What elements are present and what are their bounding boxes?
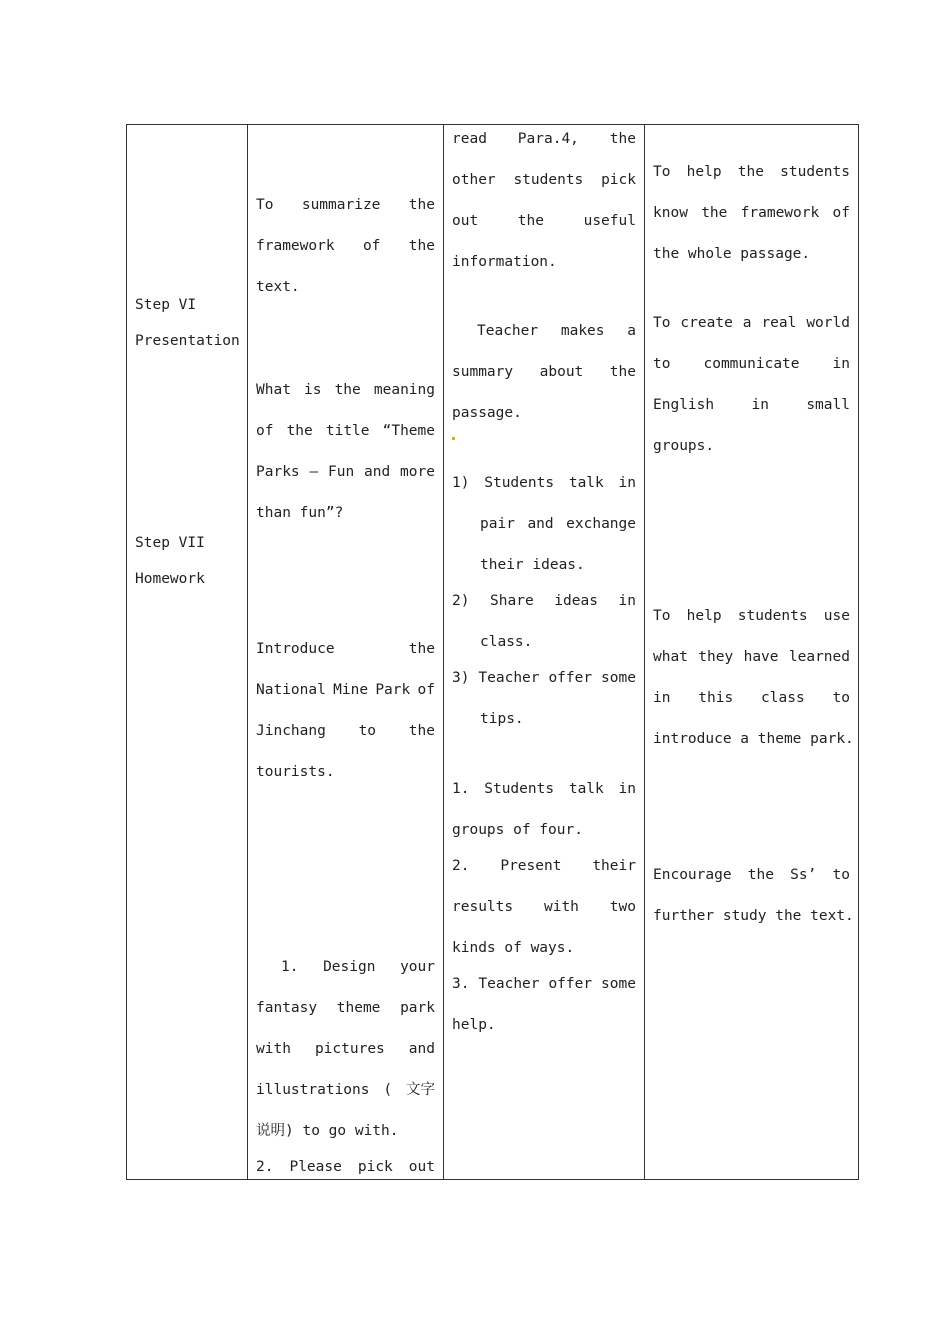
- word: Introduce: [256, 641, 335, 657]
- word: pick: [601, 172, 636, 188]
- word: “Theme: [382, 423, 435, 439]
- word: the: [747, 867, 774, 883]
- word: create: [680, 315, 733, 331]
- purpose-line: [653, 396, 850, 414]
- word: a: [742, 315, 752, 331]
- word: the: [609, 364, 636, 380]
- tips-line: tips.: [480, 711, 524, 727]
- word: Please: [289, 1159, 342, 1175]
- lesson-plan-table: [126, 124, 859, 1180]
- word: to: [832, 867, 850, 883]
- purpose-line: [653, 204, 850, 222]
- purpose-line: groups.: [653, 438, 715, 454]
- word: –: [309, 464, 319, 480]
- read-line: [452, 171, 636, 189]
- word: Parks: [256, 464, 300, 480]
- pair-talk-line: their ideas.: [480, 557, 585, 573]
- word: your: [400, 959, 435, 975]
- word: and: [527, 516, 554, 532]
- read-line: [452, 130, 636, 148]
- word: to: [653, 356, 671, 372]
- step6-name: Presentation: [135, 333, 240, 349]
- group-line: [452, 857, 636, 875]
- word: in: [832, 356, 850, 372]
- share-line: [452, 592, 636, 610]
- word: two: [609, 899, 636, 915]
- word: the: [334, 382, 361, 398]
- homework-line: 说明) to go with.: [256, 1123, 399, 1139]
- word: of: [417, 682, 435, 698]
- purpose-line: [653, 689, 850, 707]
- word: To: [653, 315, 671, 331]
- word: about: [539, 364, 584, 380]
- word: Encourage: [653, 867, 732, 883]
- purpose-line: [653, 607, 850, 625]
- word: framework: [256, 238, 335, 254]
- introduce-line: [256, 722, 435, 740]
- word: Para.4,: [517, 131, 579, 147]
- word: To: [256, 197, 274, 213]
- purpose-line: [653, 648, 850, 666]
- word: Ss’: [790, 867, 817, 883]
- word: National: [256, 682, 326, 698]
- word: illustrations: [256, 1082, 370, 1098]
- word: meaning: [373, 382, 435, 398]
- step7-title: Step VII: [135, 535, 205, 551]
- word: with: [256, 1041, 291, 1057]
- group-line: help.: [452, 1017, 496, 1033]
- pair-talk-line: [480, 515, 636, 533]
- word: Share: [490, 593, 534, 609]
- word: pair: [480, 516, 515, 532]
- summarize-line: text.: [256, 279, 300, 295]
- purpose-line: [653, 314, 850, 332]
- word: the: [408, 238, 435, 254]
- word: in: [653, 690, 671, 706]
- word: 3.: [452, 976, 470, 992]
- word: 文字: [405, 1082, 435, 1098]
- group-line: groups of four.: [452, 822, 583, 838]
- read-line: information.: [452, 254, 557, 270]
- meaning-question-line: [256, 381, 435, 399]
- word: students: [513, 172, 584, 188]
- purpose-column: [645, 125, 858, 1179]
- homework-line: [256, 1040, 435, 1058]
- tasks-column: [248, 125, 443, 1179]
- word: To: [653, 164, 671, 180]
- word: out: [452, 213, 479, 229]
- teacher-summary-line: passage.: [452, 405, 522, 421]
- homework-line: [256, 1158, 435, 1176]
- word: 2.: [452, 858, 470, 874]
- step6-title: Step VI: [135, 297, 197, 313]
- steps-column: [127, 125, 247, 1179]
- word: What: [256, 382, 291, 398]
- word: world: [806, 315, 850, 331]
- word: offer: [548, 670, 593, 686]
- word: help: [686, 164, 722, 180]
- word: framework: [740, 205, 820, 221]
- word: class: [761, 690, 805, 706]
- summarize-line: [256, 196, 435, 214]
- word: other: [452, 172, 496, 188]
- word: title: [325, 423, 370, 439]
- word: To: [653, 608, 671, 624]
- word: theme: [336, 1000, 381, 1016]
- teacher-summary-line: [452, 363, 636, 381]
- word: 2.: [256, 1159, 274, 1175]
- group-line: [452, 780, 636, 798]
- word: some: [601, 976, 636, 992]
- word: to: [832, 690, 850, 706]
- word: in: [751, 397, 769, 413]
- group-line: [452, 898, 636, 916]
- step7-name: Homework: [135, 571, 205, 587]
- word: park: [400, 1000, 435, 1016]
- word: the: [286, 423, 313, 439]
- word: pick: [357, 1159, 393, 1175]
- word: talk: [568, 781, 604, 797]
- meaning-question-line: than fun”?: [256, 505, 344, 521]
- word: (: [383, 1082, 393, 1098]
- word: to: [358, 723, 377, 739]
- word: the: [701, 205, 728, 221]
- word: ideas: [554, 593, 598, 609]
- word: Park: [375, 682, 411, 698]
- word: students: [737, 608, 808, 624]
- word: Mine: [333, 682, 369, 698]
- word: they: [698, 649, 734, 665]
- word: small: [806, 397, 850, 413]
- word: of: [832, 205, 850, 221]
- word: some: [601, 670, 636, 686]
- word: the: [517, 213, 544, 229]
- word: Students: [484, 781, 555, 797]
- group-line: kinds of ways.: [452, 940, 575, 956]
- word: this: [698, 690, 734, 706]
- word: the: [609, 131, 636, 147]
- word: makes: [560, 323, 605, 339]
- homework-line: [281, 958, 435, 976]
- word: summary: [452, 364, 514, 380]
- introduce-line: [256, 681, 435, 699]
- word: is: [304, 382, 322, 398]
- word: 3): [452, 670, 470, 686]
- teacher-summary-line: [477, 322, 636, 340]
- group-line: [452, 975, 636, 993]
- word: in: [618, 475, 636, 491]
- word: and: [408, 1041, 435, 1057]
- activities-column: [444, 125, 644, 1179]
- introduce-line: [256, 640, 435, 658]
- word: 1): [452, 475, 470, 491]
- word: 2): [452, 593, 470, 609]
- word: the: [737, 164, 764, 180]
- word: and: [364, 464, 391, 480]
- pair-talk-line: [452, 474, 636, 492]
- word: summarize: [301, 197, 381, 213]
- word: use: [823, 608, 850, 624]
- word: more: [400, 464, 435, 480]
- word: English: [653, 397, 715, 413]
- word: with: [543, 899, 579, 915]
- homework-line: [256, 1081, 435, 1099]
- meaning-question-line: [256, 422, 435, 440]
- word: learned: [788, 649, 850, 665]
- word: Students: [484, 475, 555, 491]
- word: Teacher: [478, 670, 540, 686]
- read-line: [452, 212, 636, 230]
- word: 1.: [452, 781, 470, 797]
- purpose-line: introduce a theme park.: [653, 731, 854, 747]
- word: pictures: [314, 1041, 385, 1057]
- word: useful: [583, 213, 636, 229]
- homework-line: [256, 999, 435, 1017]
- word: fantasy: [256, 1000, 318, 1016]
- word: the: [408, 723, 435, 739]
- meaning-question-line: [256, 463, 435, 481]
- word: Teacher: [477, 323, 539, 339]
- share-line: class.: [480, 634, 533, 650]
- word: out: [408, 1159, 435, 1175]
- word: help: [686, 608, 722, 624]
- tips-line: [452, 669, 636, 687]
- purpose-line: the whole passage.: [653, 246, 811, 262]
- word: communicate: [703, 356, 800, 372]
- word: of: [362, 238, 381, 254]
- word: Fun: [328, 464, 355, 480]
- word: know: [653, 205, 688, 221]
- word: real: [761, 315, 797, 331]
- word: Present: [500, 858, 562, 874]
- word: Teacher: [478, 976, 540, 992]
- word: in: [618, 781, 636, 797]
- purpose-line: [653, 866, 850, 884]
- purpose-line: [653, 163, 850, 181]
- word: results: [452, 899, 514, 915]
- word: what: [653, 649, 688, 665]
- word: their: [592, 858, 636, 874]
- mark-dot: [452, 437, 455, 440]
- word: the: [408, 641, 435, 657]
- word: the: [408, 197, 435, 213]
- word: in: [618, 593, 636, 609]
- word: offer: [548, 976, 593, 992]
- word: exchange: [566, 516, 636, 532]
- word: talk: [568, 475, 604, 491]
- word: Design: [323, 959, 376, 975]
- introduce-line: tourists.: [256, 764, 335, 780]
- word: have: [743, 649, 779, 665]
- summarize-line: [256, 237, 435, 255]
- word: read: [452, 131, 487, 147]
- word: 1.: [281, 959, 299, 975]
- purpose-line: [653, 355, 850, 373]
- word: Jinchang: [256, 723, 326, 739]
- word: a: [627, 323, 636, 339]
- word: of: [256, 423, 274, 439]
- word: students: [780, 164, 850, 180]
- purpose-line: further study the text.: [653, 908, 854, 924]
